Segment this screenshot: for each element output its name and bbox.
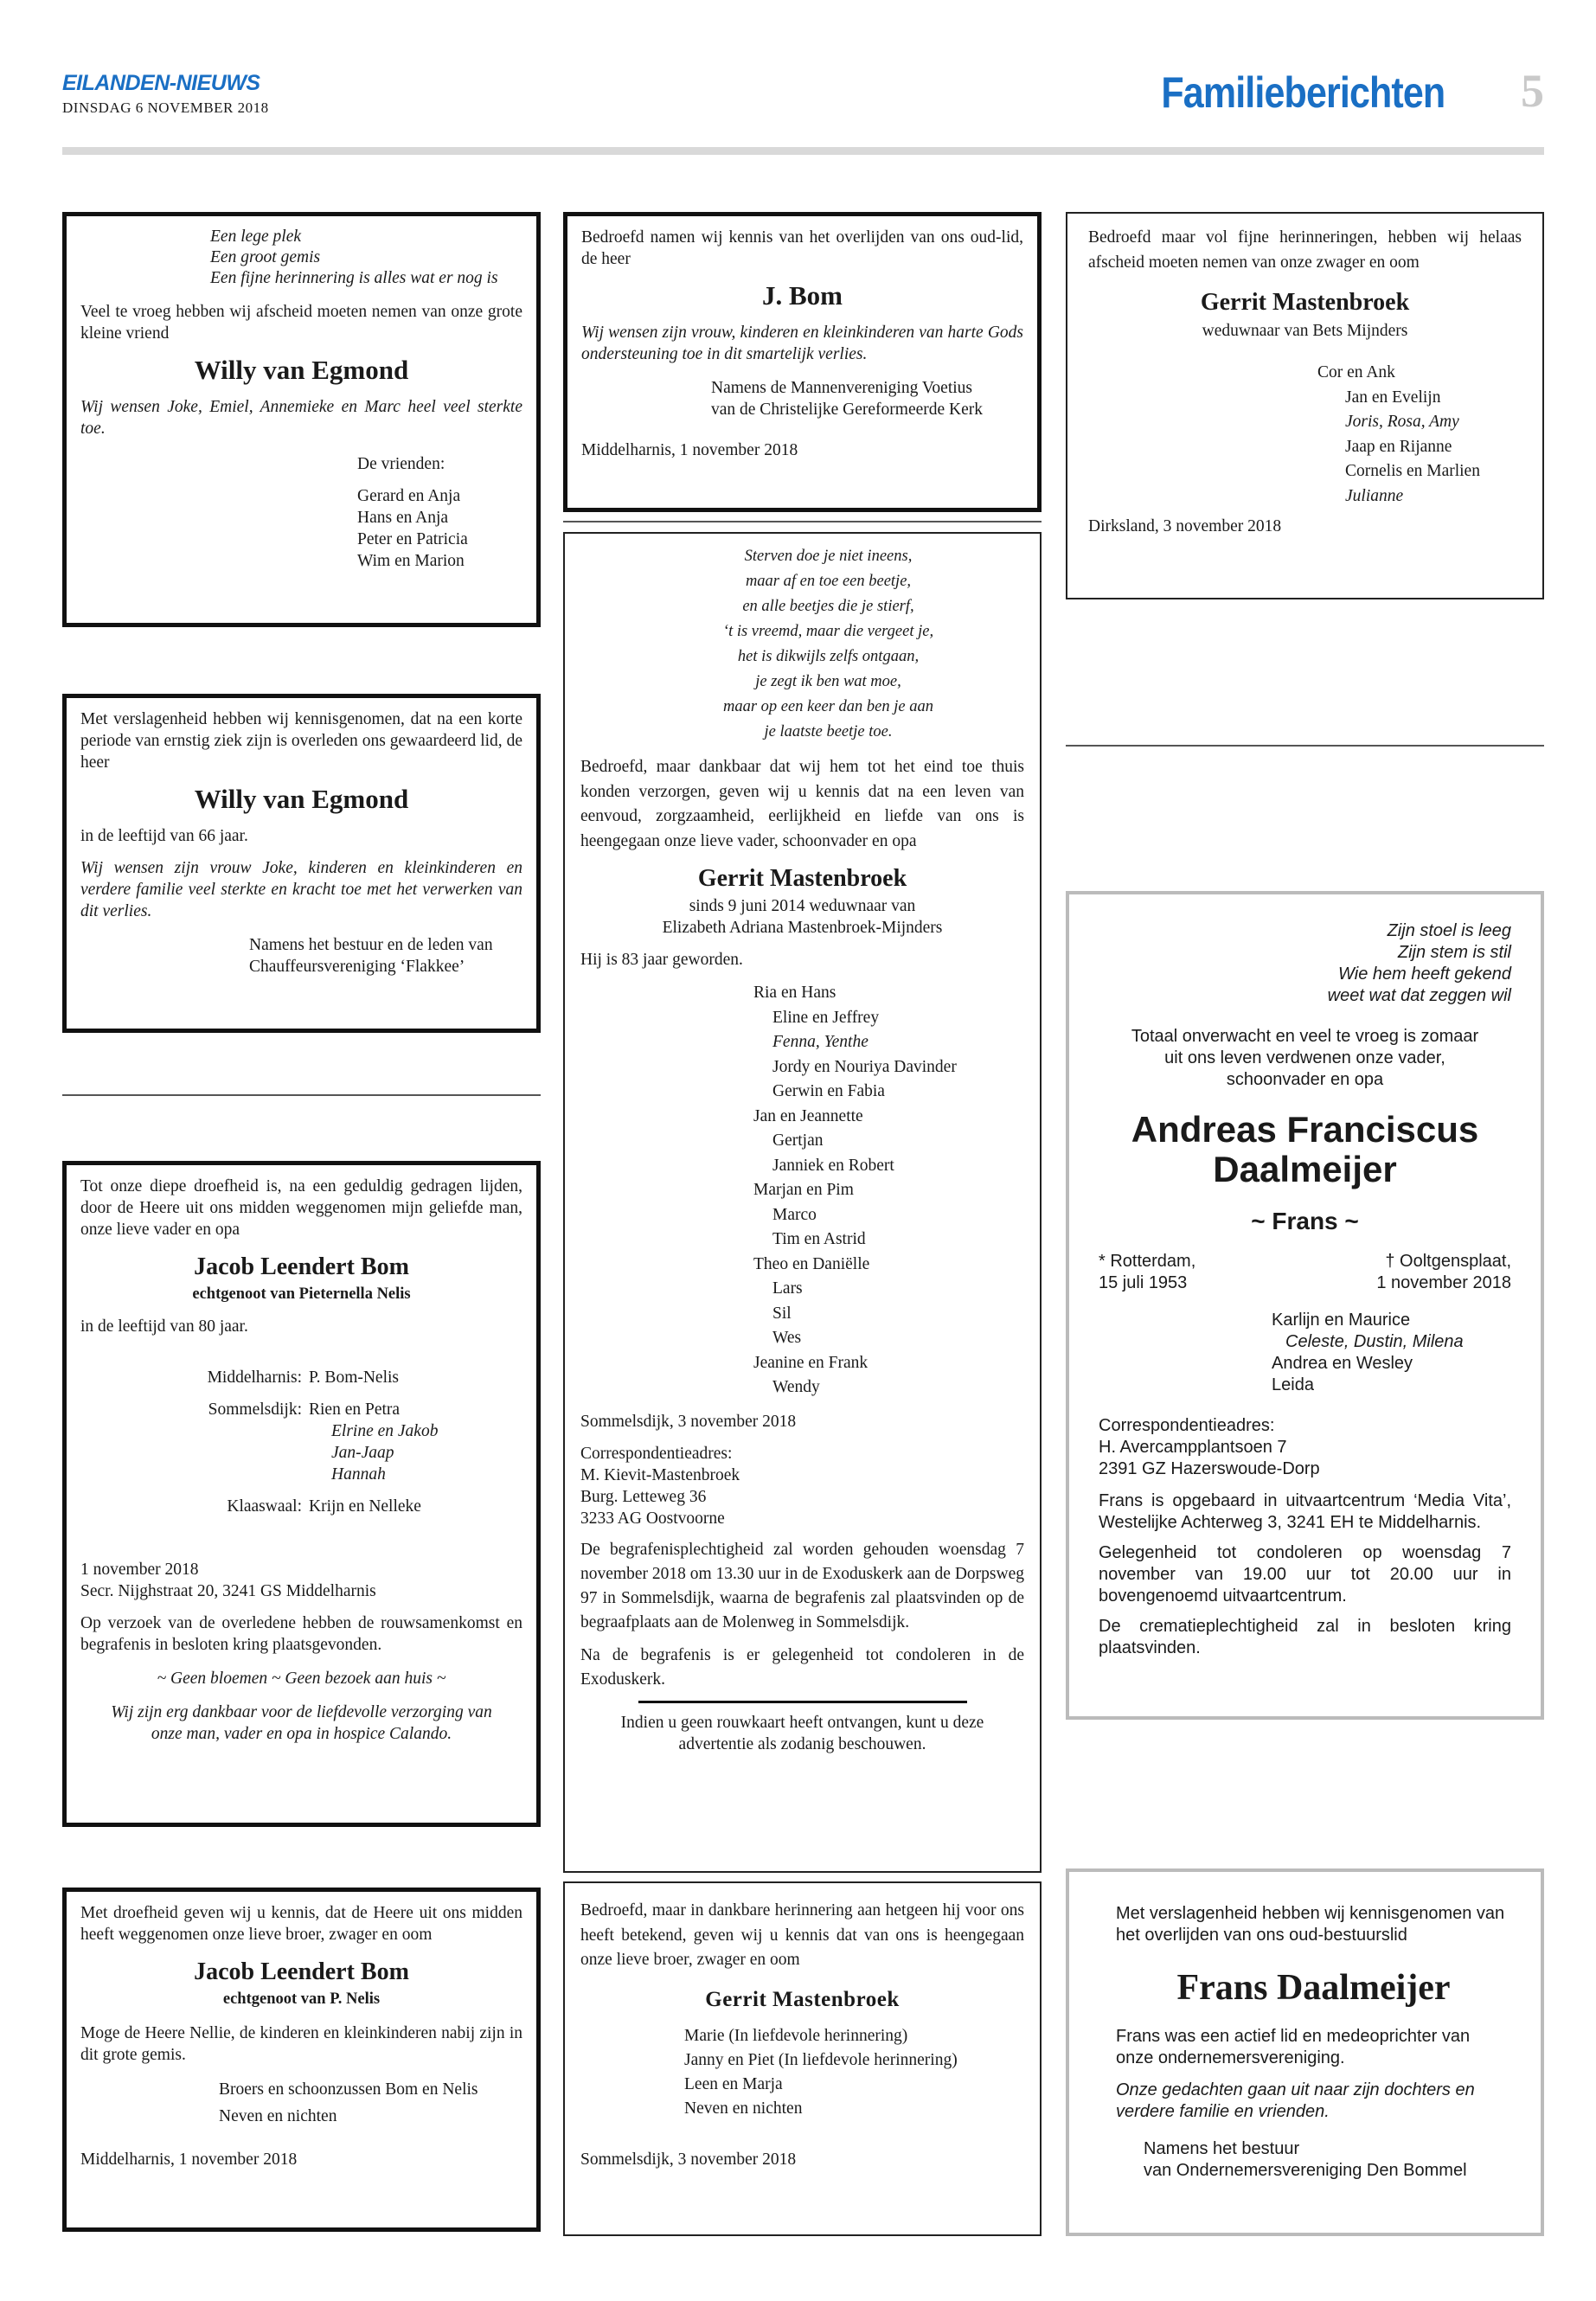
family-member: Ria en Hans xyxy=(753,984,836,1002)
deceased-name: Jacob Leendert Bom xyxy=(194,1253,409,1280)
ad-frans-association xyxy=(1066,1868,1544,2236)
signature-name: Wim en Marion xyxy=(357,552,465,570)
ad-andreas-family xyxy=(1066,891,1544,1720)
family-member: Julianne xyxy=(1345,486,1404,505)
family-member: Marjan en Pim xyxy=(753,1181,854,1199)
place-date: Sommelsdijk, 3 november 2018 xyxy=(580,1412,797,1431)
family-member: Cornelis en Marlien xyxy=(1345,462,1480,480)
poem-line: en alle beetjes die je stierf, xyxy=(742,598,914,615)
ad-willy-chauffeurs xyxy=(62,694,541,1033)
poem-line: Een groot gemis xyxy=(210,248,321,266)
member-text: Frans was een actief lid en medeoprichter van onze ondernemersvereniging. xyxy=(1116,2027,1471,2067)
page-number: 5 xyxy=(1521,65,1544,117)
spouse-text: echtgenoot van P. Nelis xyxy=(222,1990,381,2008)
laid-out-text: Frans is opgebaard in uitvaartcentrum ‘Media Vita’, Westelijke Achterweg 3, 3241 EH te Middelharnis. xyxy=(1099,1491,1511,1532)
wish-text: Wij wensen zijn vrouw Joke, kinderen en kleinkinderen en verdere familie veel sterkte en kracht toe met het verwerken van dit verlies. xyxy=(80,859,522,920)
header-rule xyxy=(62,147,1544,155)
signature-line: Chauffeursvereniging ‘Flakkee’ xyxy=(249,958,465,976)
family-member: Jeanine en Frank xyxy=(753,1353,869,1372)
grandchild-name: Elrine en Jakob xyxy=(331,1422,439,1440)
cremation-text: De crematieplechtigheid zal in besloten kring plaatsvinden. xyxy=(1099,1617,1511,1657)
family-place: Klaaswaal: xyxy=(227,1497,302,1516)
intro-line: Totaal onverwacht en veel te vroeg is zomaar xyxy=(1131,1027,1479,1046)
family-member: Jaap en Rijanne xyxy=(1345,437,1452,456)
signature-line: Namens de Mannenvereniging Voetius xyxy=(711,379,973,397)
family-line: Neven en nichten xyxy=(684,2099,803,2118)
grandchild-name: Jan-Jaap xyxy=(331,1444,394,1462)
date-text: 1 november 2018 xyxy=(80,1561,199,1579)
signature-line: van Ondernemersvereniging Den Bommel xyxy=(1144,2161,1467,2180)
family-member: Eline en Jeffrey xyxy=(772,1008,880,1027)
wish-text: Wij wensen zijn vrouw, kinderen en kleinkinderen van harte Gods ondersteuning toe in dit smartelijk verlies. xyxy=(581,324,1023,363)
deceased-name: Frans Daalmeijer xyxy=(1176,1968,1451,2008)
family-member: Gertjan xyxy=(772,1131,824,1150)
deceased-name: Gerrit Mastenbroek xyxy=(1200,289,1410,316)
footer-rule xyxy=(638,1701,967,1703)
ad-jacob-siblings xyxy=(62,1888,541,2232)
corr-line: M. Kievit-Mastenbroek xyxy=(580,1465,740,1484)
widower-text: weduwnaar van Bets Mijnders xyxy=(1202,322,1408,340)
thoughts-text: Onze gedachten gaan uit naar zijn dochters en verdere familie en vrienden. xyxy=(1116,2080,1475,2121)
poem-line: weet wat dat zeggen wil xyxy=(1327,986,1511,1005)
intro-text: Met droefheid geven wij u kennis, dat de Heere uit ons midden heeft weggenomen onze lieve broer, zwager en oom xyxy=(80,1904,522,1944)
intro-text: Tot onze diepe droefheid is, na een geduldig gedragen lijden, door de Heere uit ons midden weggenomen mijn geliefde man, onze lieve vader en opa xyxy=(80,1177,522,1239)
family-list xyxy=(1317,361,1522,509)
ad-gerrit-siblings xyxy=(563,1881,1042,2236)
since-text: sinds 9 juni 2014 weduwnaar van xyxy=(689,897,916,915)
address-text: Secr. Nijghstraat 20, 3241 GS Middelharnis xyxy=(80,1582,376,1600)
wish-text: Moge de Heere Nellie, de kinderen en kleinkinderen nabij zijn in dit grote gemis. xyxy=(80,2024,522,2064)
signature-name: Peter en Patricia xyxy=(357,530,468,548)
place-date: Middelharnis, 1 november 2018 xyxy=(581,441,798,459)
deceased-name: Andreas Franciscus xyxy=(1131,1109,1479,1150)
age-text: in de leeftijd van 80 jaar. xyxy=(80,1317,248,1336)
intro-text: Met verslagenheid hebben wij kennisgenomen, dat na een korte periode van ernstig ziek zijn is overleden ons gewaardeerd lid, de heer xyxy=(80,710,522,772)
corr-line: 3233 AG Oostvoorne xyxy=(580,1509,725,1528)
family-member: Gerwin en Fabia xyxy=(772,1082,885,1100)
note-text: Op verzoek van de overledene hebben de rouwsamenkomst en begrafenis in besloten kring plaatsgevonden. xyxy=(80,1614,522,1654)
family-member: Joris, Rosa, Amy xyxy=(1345,413,1459,431)
poem-line: Een fijne herinnering is alles wat er nog is xyxy=(210,269,498,287)
thanks-text: Wij zijn erg dankbaar voor de liefdevolle verzorging van onze man, vader en opa in hospice Calando. xyxy=(111,1703,492,1743)
ad-jacob-family xyxy=(62,1161,541,1827)
poem-line: Een lege plek xyxy=(210,228,302,246)
family-member: Andrea en Wesley xyxy=(1272,1354,1413,1373)
poem-line: het is dikwijls zelfs ontgaan, xyxy=(737,648,920,665)
ad-gerrit-inlaws xyxy=(1066,212,1544,599)
signature-line: Namens het bestuur en de leden van xyxy=(249,936,493,954)
poem-line: je zegt ik ben wat moe, xyxy=(755,673,901,690)
wish-text: Wij wensen Joke, Emiel, Annemieke en Marc heel veel sterkte toe. xyxy=(80,398,522,438)
column-divider xyxy=(1066,745,1544,747)
place-date: Middelharnis, 1 november 2018 xyxy=(80,2150,298,2169)
intro-text: Bedroefd maar vol fijne herinneringen, hebben wij helaas afscheid moeten nemen van onze zwager en oom xyxy=(1088,228,1522,272)
family-member: Wes xyxy=(772,1329,802,1347)
corr-line: Burg. Letteweg 36 xyxy=(580,1487,707,1506)
signature-label: De vrienden: xyxy=(357,455,445,473)
family-member: Leida xyxy=(1272,1375,1314,1394)
issue-date: DINSDAG 6 NOVEMBER 2018 xyxy=(62,99,269,116)
poem-line: maar af en toe een beetje, xyxy=(745,573,912,590)
family-member: Fenna, Yenthe xyxy=(772,1033,869,1051)
family-member: Lars xyxy=(772,1279,803,1298)
birth-date: 15 juli 1953 xyxy=(1099,1273,1188,1292)
family-member: Jan en Evelijn xyxy=(1345,388,1441,407)
condole-text: Na de begrafenis is er gelegenheid tot condoleren in de Exoduskerk. xyxy=(580,1645,1024,1689)
family-list xyxy=(1272,1310,1511,1396)
family-line: Janny en Piet (In liefdevole herinnering) xyxy=(684,2050,958,2069)
footer-text: Indien u geen rouwkaart heeft ontvangen, kunt u deze advertentie als zodanig beschouwen. xyxy=(620,1713,984,1753)
deceased-surname: Daalmeijer xyxy=(1213,1149,1397,1189)
signature-line: Namens het bestuur xyxy=(1144,2139,1300,2158)
family-names: P. Bom-Nelis xyxy=(309,1368,400,1387)
poem-line: Sterven doe je niet ineens, xyxy=(744,548,913,565)
intro-text: Bedroefd namen wij kennis van het overlijden van ons oud-lid, de heer xyxy=(581,228,1023,268)
family-member: Tim en Astrid xyxy=(772,1230,866,1248)
intro-text: Bedroefd, maar dankbaar dat wij hem tot het eind toe thuis konden verzorgen, geven wij u kennis dat na een leven van eenvoud, zorgzaamheid, eerlijkheid en liefde van ons is heengegaan onze lieve vader, schoonvader en opa xyxy=(580,758,1024,850)
intro-text: Met verslagenheid hebben wij kennisgenomen van het overlijden van ons oud-bestuurslid xyxy=(1116,1904,1505,1945)
family-member: Marco xyxy=(772,1205,817,1224)
funeral-text: De begrafenisplechtigheid zal worden gehouden woensdag 7 november 2018 om 13.30 uur in de Exoduskerk aan de Dorpsweg 97 in Sommelsdijk, waarna de begrafenis zal plaatsvinden op de begraafplaats aan de Molenweg in Sommelsdijk. xyxy=(580,1540,1024,1631)
signature-name: Gerard en Anja xyxy=(357,487,461,505)
age-text: in de leeftijd van 66 jaar. xyxy=(80,827,248,845)
deceased-name: Willy van Egmond xyxy=(194,784,409,814)
wife-name: Elizabeth Adriana Mastenbroek-Mijnders xyxy=(662,919,943,937)
family-member: Jan en Jeannette xyxy=(753,1106,863,1125)
family-member: Jordy en Nouriya Davinder xyxy=(772,1057,957,1076)
intro-text: Veel te vroeg hebben wij afscheid moeten nemen van onze grote kleine vriend xyxy=(80,303,522,343)
family-place: Middelharnis: xyxy=(207,1368,302,1387)
signature-line: Broers en schoonzussen Bom en Nelis xyxy=(219,2080,478,2099)
no-flowers-text: ~ Geen bloemen ~ Geen bezoek aan huis ~ xyxy=(157,1670,446,1688)
corr-line: H. Avercampplantsoen 7 xyxy=(1099,1438,1287,1457)
family-member: Wendy xyxy=(772,1378,820,1396)
intro-line: schoonvader en opa xyxy=(1226,1070,1384,1089)
poem-line: Wie hem heeft gekend xyxy=(1338,965,1511,984)
family-member: Sil xyxy=(772,1304,792,1323)
place-date: Sommelsdijk, 3 november 2018 xyxy=(580,2150,797,2169)
age-text: Hij is 83 jaar geworden. xyxy=(580,951,743,969)
family-member: Janniek en Robert xyxy=(772,1156,894,1175)
ad-willy-friends xyxy=(62,212,541,627)
birth-place: * Rotterdam, xyxy=(1099,1252,1196,1271)
corr-line: Correspondentieadres: xyxy=(1099,1416,1275,1435)
deceased-name: Gerrit Mastenbroek xyxy=(697,865,907,892)
poem-line: maar op een keer dan ben je aan xyxy=(722,698,933,715)
poem-line: ‘t is vreemd, maar die vergeet je, xyxy=(722,623,934,640)
poem-line: Zijn stem is stil xyxy=(1397,943,1511,962)
death-date: 1 november 2018 xyxy=(1376,1273,1511,1292)
deceased-name: Jacob Leendert Bom xyxy=(194,1958,409,1985)
poem-line: je laatste beetje toe. xyxy=(764,723,893,740)
intro-text: Bedroefd, maar in dankbare herinnering aan hetgeen hij voor ons heeft betekend, geven wij u kennis dat van ons is heengegaan onze lieve broer, zwager en oom xyxy=(580,1901,1024,1969)
section-title: Familieberichten xyxy=(1161,68,1445,117)
family-member: Karlijn en Maurice xyxy=(1272,1311,1411,1330)
intro-line: uit ons leven verdwenen onze vader, xyxy=(1164,1048,1445,1067)
family-line: Leen en Marja xyxy=(684,2074,783,2093)
nickname: ~ Frans ~ xyxy=(1251,1208,1359,1234)
corr-line: 2391 GZ Hazerswoude-Dorp xyxy=(1099,1459,1320,1478)
deceased-name: Gerrit Mastenbroek xyxy=(705,1987,900,2011)
spouse-text: echtgenoot van Pieternella Nelis xyxy=(192,1285,411,1303)
column-divider xyxy=(62,1094,541,1096)
ad-jbom-voetius xyxy=(563,212,1042,512)
corr-line: Correspondentieadres: xyxy=(580,1444,733,1463)
signature-line: Neven en nichten xyxy=(219,2107,337,2125)
signature-line: van de Christelijke Gereformeerde Kerk xyxy=(711,401,984,419)
deceased-name: J. Bom xyxy=(762,280,843,311)
family-member: Celeste, Dustin, Milena xyxy=(1285,1332,1464,1351)
place-date: Dirksland, 3 november 2018 xyxy=(1088,517,1282,535)
column-divider xyxy=(563,521,1042,522)
deceased-name: Willy van Egmond xyxy=(194,355,409,385)
masthead-logo: EILANDEN-NIEUWS xyxy=(62,71,260,95)
signature-name: Hans en Anja xyxy=(357,509,449,527)
poem-line: Zijn stoel is leeg xyxy=(1387,921,1511,940)
family-names: Krijn en Nelleke xyxy=(309,1497,421,1516)
family-member: Theo en Daniëlle xyxy=(753,1254,870,1273)
family-names: Rien en Petra xyxy=(309,1400,401,1419)
family-line: Marie (In liefdevole herinnering) xyxy=(684,2026,908,2045)
family-table xyxy=(80,1367,438,1517)
ad-gerrit-family xyxy=(563,532,1042,1873)
family-member: Cor en Ank xyxy=(1317,363,1395,381)
condole-text: Gelegenheid tot condoleren op woensdag 7 november van 19.00 uur tot 20.00 uur in bovengenoemd uitvaartcentrum. xyxy=(1099,1543,1511,1606)
family-list xyxy=(753,981,1024,1400)
grandchild-name: Hannah xyxy=(331,1465,386,1484)
death-place: † Ooltgensplaat, xyxy=(1385,1252,1511,1271)
family-place: Sommelsdijk: xyxy=(208,1400,302,1419)
